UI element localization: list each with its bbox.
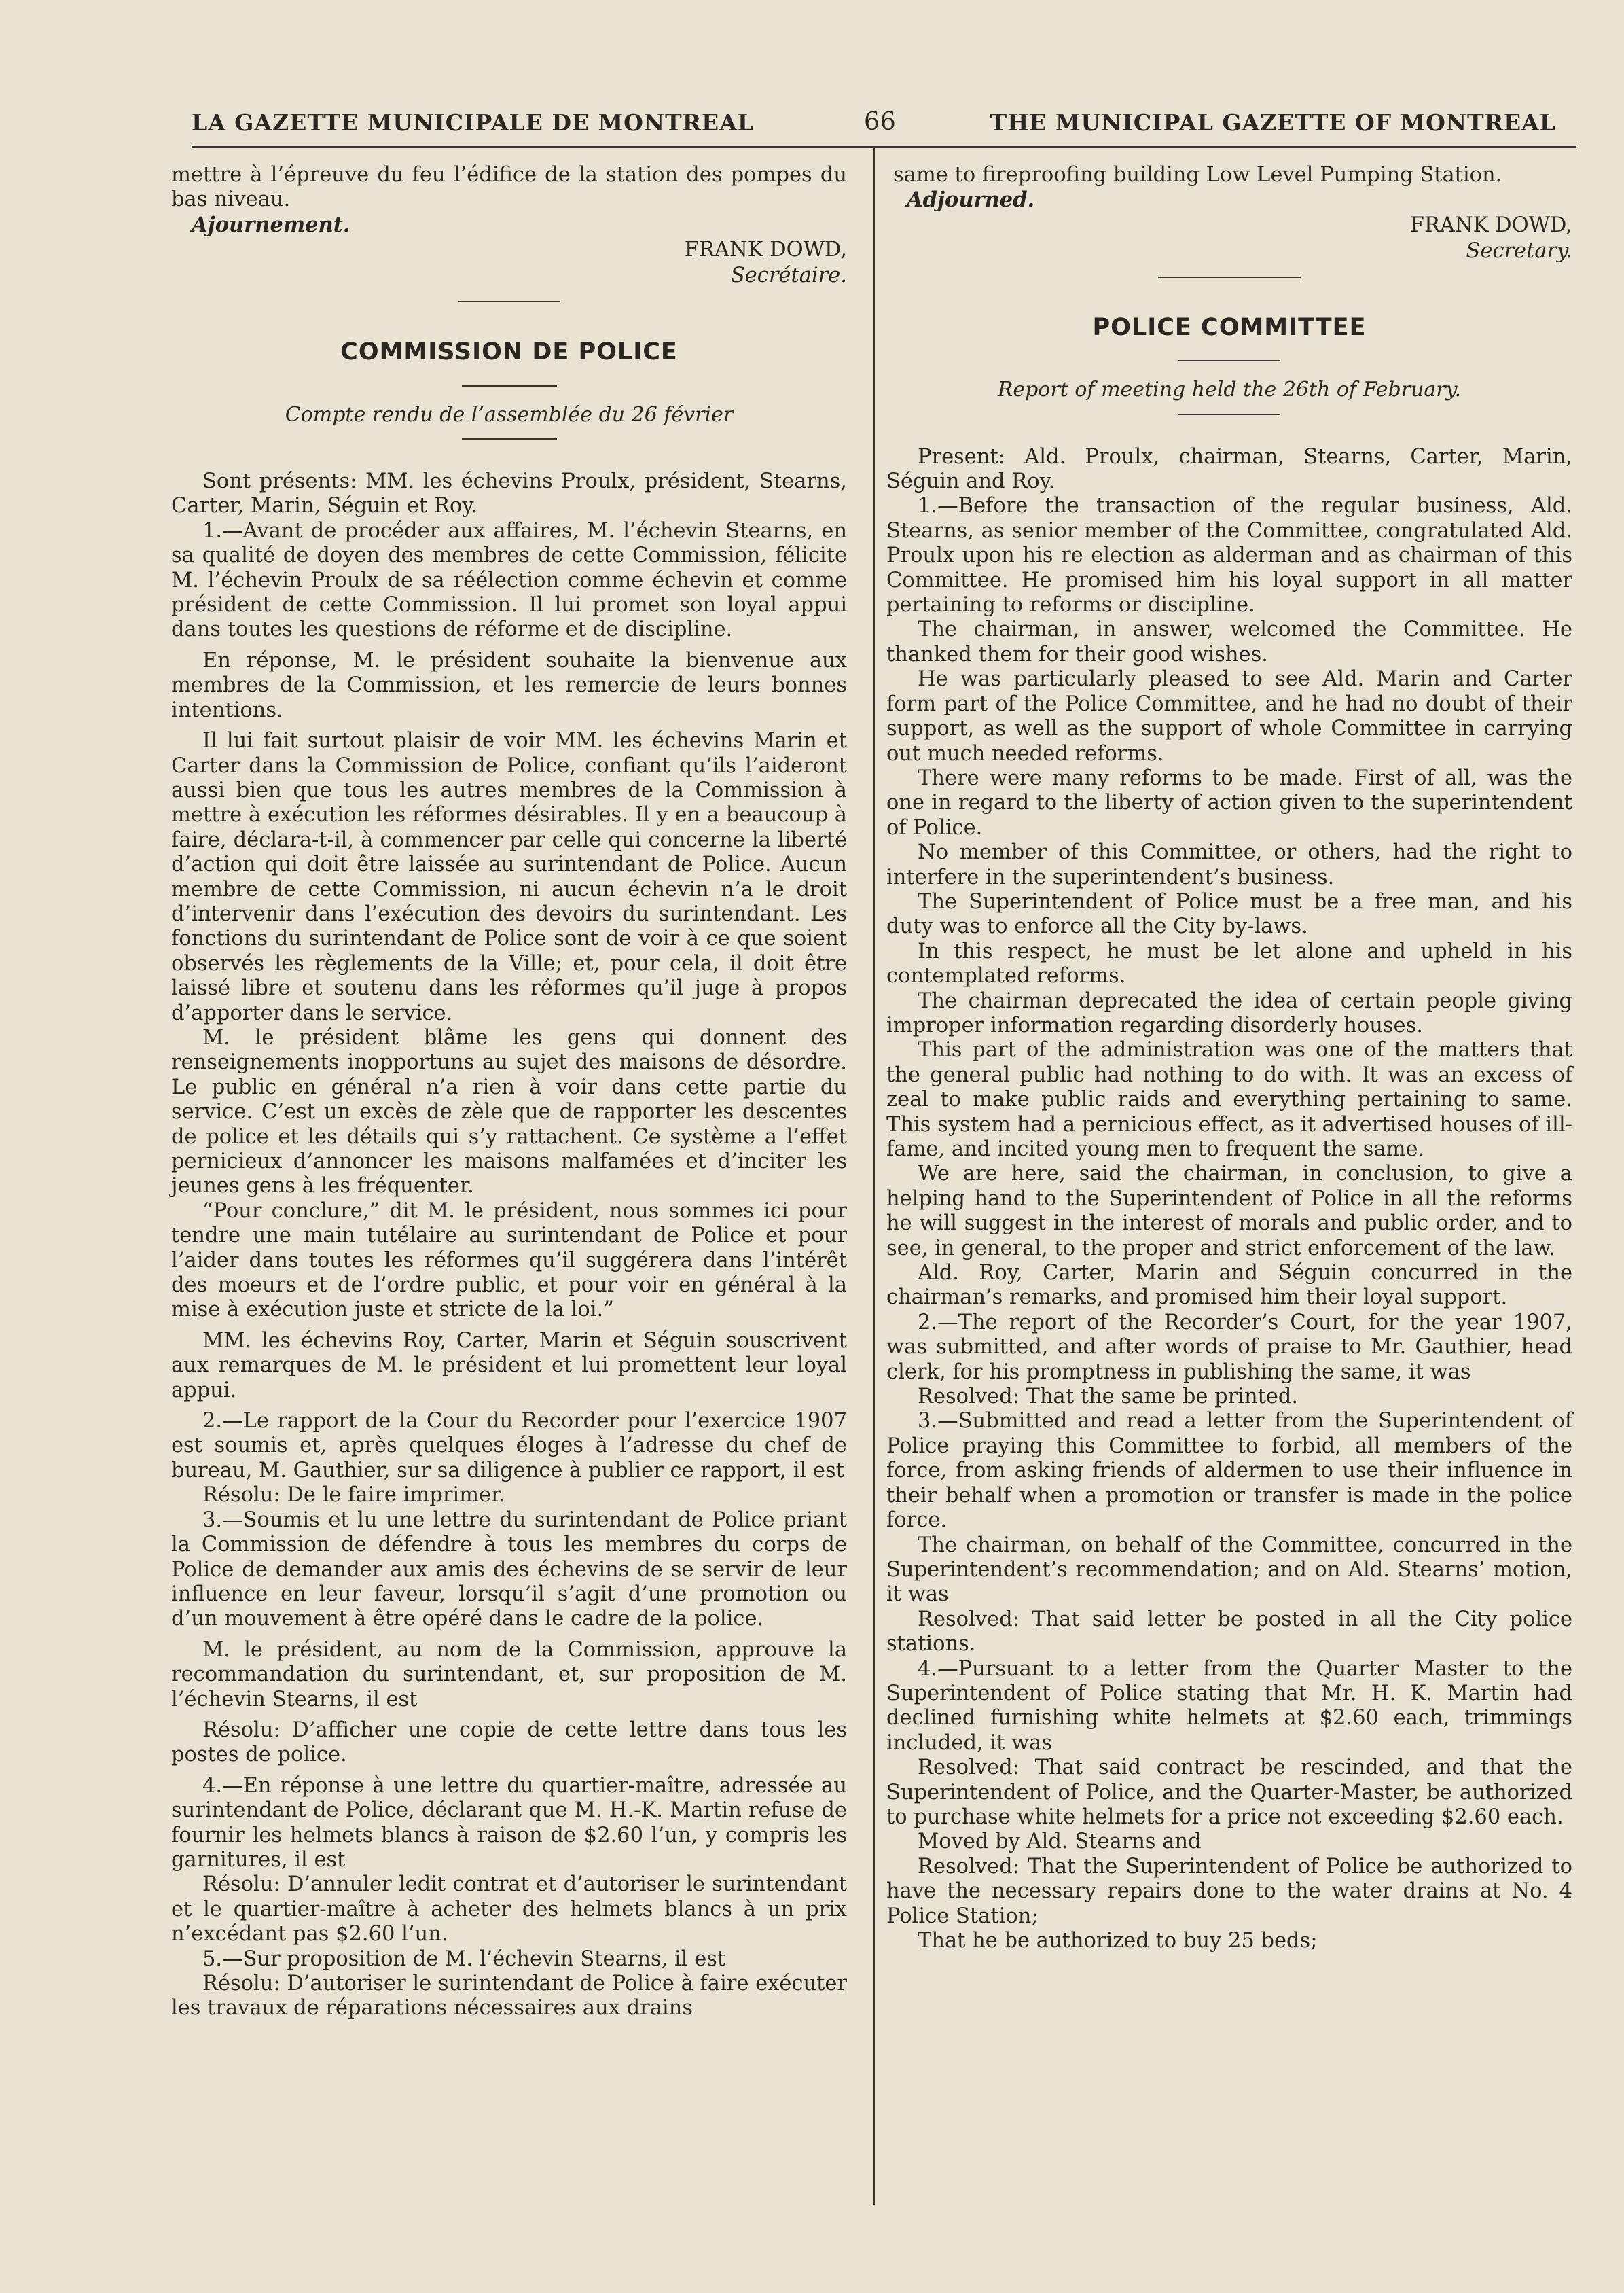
header-left: LA GAZETTE MUNICIPALE DE MONTREAL [192, 109, 755, 136]
paragraph: Ald. Roy, Carter, Marin and Séguin concurred in the chairman’s remarks, and promised him their loyal support. [886, 1261, 1572, 1310]
paragraph: 1.—Before the transaction of the regular business, Ald. Stearns, as senior member of the Committee, congratulated Ald. Proulx upon his re election as alderman and as chairman of this Committee. He promised him his loyal support in all matter pertaining to reforms or discipline. [886, 494, 1572, 618]
paragraph: No member of this Committee, or others, had the right to interfere in the superintendent’s business. [886, 840, 1572, 889]
paragraph: Sont présents: MM. les échevins Proulx, président, Stearns, Carter, Marin, Séguin et Roy. [171, 469, 847, 518]
signature [171, 237, 847, 289]
paragraph: The Superintendent of Police must be a free man, and his duty was to enforce all the City by-laws. [886, 889, 1572, 939]
signature-role: Secretary. [1466, 238, 1572, 263]
paragraph: 3.—Submitted and read a letter from the Superintendent of Police praying this Committee to forbid, all members of the force, from asking friends of aldermen to use their influence in their behalf when a promotion or transfer is made in the police force. [886, 1409, 1572, 1533]
paragraph: The chairman deprecated the idea of certain people giving improper information regarding disorderly houses. [886, 989, 1572, 1037]
paragraph: 5.—Sur proposition de M. l’échevin Stearns, il est [202, 1947, 726, 1971]
paragraph: MM. les échevins Roy, Carter, Marin et Séguin souscrivent aux remarques de M. le président et lui promettent leur loyal appui. [171, 1328, 847, 1402]
paragraph: Resolved: That the Superintendent of Police be authorized to have the necessary repairs done to the water drains at No. 4 Police Station; [886, 1854, 1572, 1928]
paragraph: Il lui fait surtout plaisir de voir MM. les échevins Marin et Carter dans la Commission de Police, confiant qu’ils l’aideront aussi bien que tous les autres membres de la Commission à mettre à exécution les réformes désirables. Il y en a beaucoup à faire, déclara-t-il, à commencer par celle qui concerne la liberté d’action qui doit être laissée au surintendant de Police. Aucun membre de cette Commission, ni aucun échevin n’a le droit d’intervenir dans l’exécution des devoirs du surintendant. Les fonctions du surintendant de Police sont de voir à ce que soient observés les règlements de la Ville; et, pour cela, il doit être laissé libre et soutenu dans les réformes qu’il juge à propos d’apporter dans le service. [171, 729, 847, 1025]
paragraph: 4.—Pursuant to a letter from the Quarter Master to the Superintendent of Police stating that Mr. H. K. Martin had declined furnishing white helmets at $2.60 each, trimmings included, it was [886, 1656, 1572, 1755]
paragraph: He was particularly pleased to see Ald. Marin and Carter form part of the Police Committee, and he had no doubt of their support, as well as the support of whole Committee in carrying out much needed reforms. [886, 667, 1572, 766]
paragraph: That he be authorized to buy 25 beds; [918, 1929, 1318, 1953]
carry-over-text: mettre à l’épreuve du feu l’édifice de la station des pompes du bas niveau. [171, 163, 847, 212]
french-column [171, 163, 847, 2021]
paragraph: En réponse, M. le président souhaite la bienvenue aux membres de la Commission, et les remercie de leurs bonnes intentions. [171, 648, 847, 722]
adjournment-label: Ajournement. [192, 212, 350, 237]
minutes-body [886, 445, 1572, 1954]
header-rule [192, 146, 1576, 148]
paragraph: “Pour conclure,” dit M. le président, nous sommes ici pour tendre une main tutélaire au surintendant de Police et pour l’aider dans toutes les réformes qu’il suggérera dans l’intérêt des moeurs et de l’ordre public, et pour voir en général à la mise à exécution juste et stricte de la loi.” [171, 1198, 847, 1322]
paragraph: Resolved: That the same be printed. [918, 1385, 1299, 1409]
signature [886, 213, 1572, 264]
column-divider [873, 146, 875, 2205]
paragraph: Résolu: D’annuler ledit contrat et d’autoriser le surintendant et le quartier-maître à acheter des helmets blancs à un prix n’excédant pas $2.60 l’un. [171, 1872, 847, 1947]
paragraph: Résolu: D’afficher une copie de cette lettre dans tous les postes de police. [171, 1718, 847, 1767]
page-number: 66 [864, 108, 897, 136]
paragraph: In this respect, he must be let alone and upheld in his contemplated reforms. [886, 939, 1572, 989]
paragraph: 2.—The report of the Recorder’s Court, for the year 1907, was submitted, and after words of praise to Mr. Gauthier, head clerk, for his promptness in publishing the same, it was [886, 1310, 1572, 1384]
paragraph: 3.—Soumis et lu une lettre du surintendant de Police priant la Commission de défendre à tous les membres du corps de Police de demander aux amis des échevins de se servir de leur influence en leur faveur, lorsqu’il s’agit d’une promotion ou d’un mouvement à être opéré dans le cadre de la police. [171, 1508, 847, 1631]
paragraph: M. le président blâme les gens qui donnent des renseignements inopportuns au sujet des maisons de désordre. Le public en général n’a rien à voir dans cette partie du service. C’est un excès de zèle que de rapporter les descentes de police et les détails qui s’y rattachent. Ce système a l’effet pernicieux d’annoncer les maisons malfamées et d’inciter les jeunes gens à les fréquenter. [171, 1025, 847, 1198]
paragraph: We are here, said the chairman, in conclusion, to give a helping hand to the Superintendent of Police in all the reforms he will suggest in the interest of morals and public order, and to see, in general, to the proper and strict enforcement of the law. [886, 1162, 1572, 1260]
paragraph: Present: Ald. Proulx, chairman, Stearns, Carter, Marin, Séguin and Roy. [886, 444, 1572, 494]
english-column [886, 163, 1572, 1953]
section-title: POLICE COMMITTEE [1092, 313, 1367, 341]
paragraph: This part of the administration was one of the matters that the general public had nothing to do with. It was an excess of zeal to make public raids and everything pertaining to same. This system had a pernicious effect, as it advertised houses of ill-fame, and incited young men to frequent the same. [886, 1038, 1572, 1161]
signature-name: FRANK DOWD, [1409, 213, 1572, 237]
running-head [192, 95, 1556, 136]
paragraph: 1.—Avant de procéder aux affaires, M. l’échevin Stearns, en sa qualité de doyen des membres de cette Commission, félicite M. l’échevin Proulx de sa réélection comme échevin et comme président de cette Commission. Il lui promet son loyal appui dans toutes les questions de réforme et de discipline. [171, 518, 847, 642]
section-title: COMMISSION DE POLICE [340, 338, 678, 366]
paragraph: The chairman, in answer, welcomed the Committee. He thanked them for their good wishes. [886, 618, 1572, 666]
paragraph: The chairman, on behalf of the Committee, concurred in the Superintendent’s recommendation; and on Ald. Stearns’ motion, it was [886, 1533, 1572, 1607]
paragraph: There were many reforms to be made. First of all, was the one in regard to the liberty of action given to the superintendent of Police. [886, 766, 1572, 840]
meeting-subtitle: Compte rendu de l’assemblée du 26 février [285, 402, 734, 427]
paragraph: Resolved: That said letter be posted in all the City police stations. [886, 1607, 1572, 1656]
paragraph: Résolu: De le faire imprimer. [202, 1483, 506, 1508]
paragraph: Resolved: That said contract be rescinded, and that the Superintendent of Police, and the Quarter-Master, be authorized to purchase white helmets for a price not exceeding $2.60 each. [886, 1756, 1572, 1829]
paragraph: 4.—En réponse à une lettre du quartier-maître, adressée au surintendant de Police, déclarant que M. H.-K. Martin refuse de fournir les helmets blancs à raison de $2.60 l’un, y compris les garnitures, il est [171, 1773, 847, 1872]
paragraph: Résolu: D’autoriser le surintendant de Police à faire exécuter les travaux de réparations nécessaires aux drains [171, 1972, 847, 2021]
paragraph: 2.—Le rapport de la Cour du Recorder pour l’exercice 1907 est soumis et, après quelques éloges à l’adresse du chef de bureau, M. Gauthier, sur sa diligence à publier ce rapport, il est [171, 1409, 847, 1482]
paragraph: M. le président, au nom de la Commission, approuve la recommandation du surintendant, et, sur proposition de M. l’échevin Stearns, il est [171, 1637, 847, 1711]
header-right: THE MUNICIPAL GAZETTE OF MONTREAL [990, 109, 1556, 136]
signature-role: Secrétaire. [730, 264, 847, 288]
paragraph: Moved by Ald. Stearns and [918, 1830, 1202, 1854]
carry-over-text: same to fireproofing building Low Level Pumping Station. [893, 163, 1502, 187]
meeting-subtitle: Report of meeting held the 26th of February. [997, 378, 1462, 402]
signature-name: FRANK DOWD, [684, 238, 847, 262]
minutes-body [171, 469, 847, 2021]
adjournment-label: Adjourned. [907, 188, 1035, 213]
